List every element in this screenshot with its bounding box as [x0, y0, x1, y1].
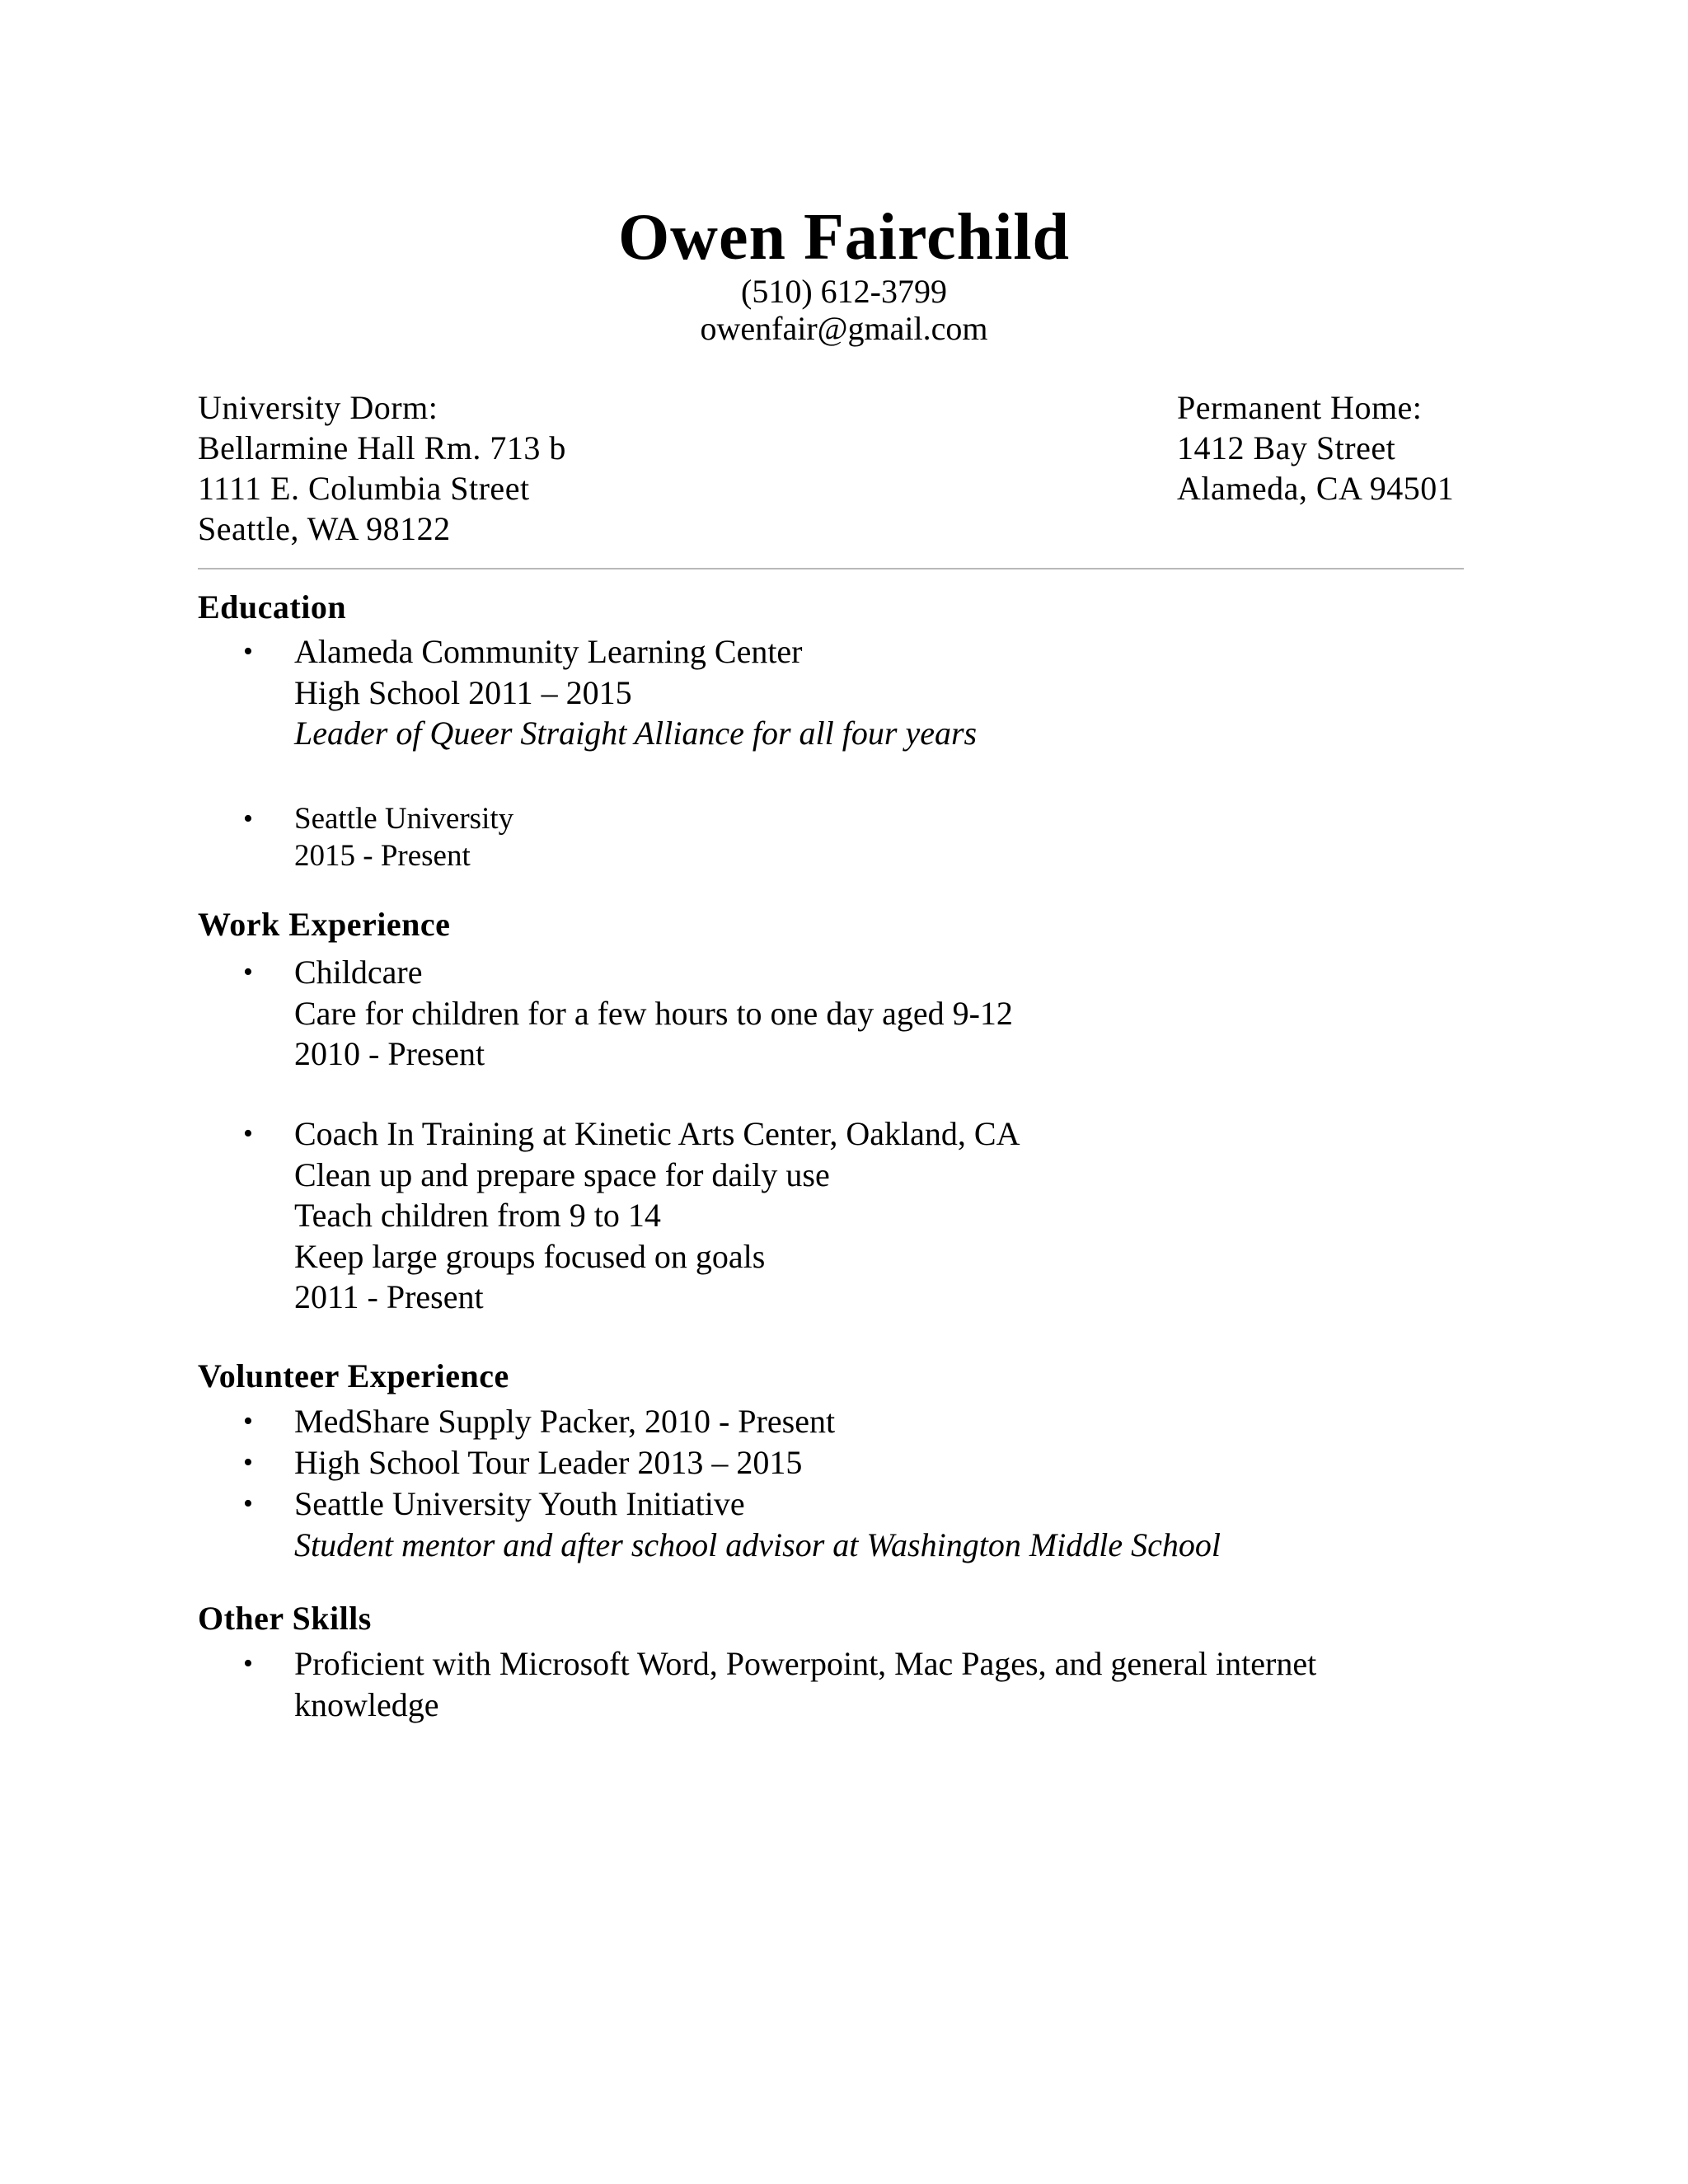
- dorm-address-line: Bellarmine Hall Rm. 713 b: [198, 429, 566, 466]
- dorm-address-line: Seattle, WA 98122: [198, 510, 451, 547]
- list-item: [198, 952, 1484, 1075]
- job-detail: Keep large groups focused on goals: [294, 1237, 766, 1275]
- bullet-icon: •: [243, 1488, 253, 1519]
- list-item: [198, 631, 1484, 754]
- dorm-address: [198, 387, 566, 549]
- school-name: Seattle University: [294, 802, 514, 836]
- email-address: owenfair@gmail.com: [700, 310, 988, 347]
- bullet-icon: •: [243, 636, 253, 667]
- skill-description: Proficient with Microsoft Word, Powerpoint, Mac Pages, and general internet knowledge: [294, 1645, 1317, 1723]
- volunteer-role: MedShare Supply Packer, 2010 - Present: [294, 1403, 836, 1440]
- phone-number: (510) 612-3799: [741, 273, 947, 310]
- school-detail: High School 2011 – 2015: [294, 673, 632, 711]
- bullet-icon: •: [243, 1118, 253, 1149]
- volunteer-note: Student mentor and after school advisor at Washington Middle School: [294, 1526, 1221, 1563]
- list-item: [198, 1483, 1484, 1565]
- school-name: Alameda Community Learning Center: [294, 633, 803, 670]
- bullet-icon: •: [243, 1447, 253, 1478]
- job-detail: Care for children for a few hours to one day aged 9-12: [294, 994, 1013, 1032]
- home-address: [1177, 387, 1454, 509]
- job-title: Coach In Training at Kinetic Arts Center, Oakland, CA: [294, 1115, 1020, 1152]
- list-item: [198, 1643, 1484, 1725]
- job-dates: 2011 - Present: [294, 1278, 484, 1315]
- applicant-name: Owen Fairchild: [617, 201, 1071, 274]
- volunteer-role: High School Tour Leader 2013 – 2015: [294, 1444, 803, 1481]
- education-heading: Education: [198, 588, 347, 626]
- job-title: Childcare: [294, 954, 423, 991]
- job-detail: Teach children from 9 to 14: [294, 1197, 661, 1234]
- bullet-icon: •: [243, 1648, 253, 1679]
- other-skills-heading: Other Skills: [198, 1600, 372, 1637]
- bullet-icon: •: [243, 1406, 253, 1436]
- job-detail: Clean up and prepare space for daily use: [294, 1155, 830, 1193]
- volunteer-experience-heading: Volunteer Experience: [198, 1357, 509, 1394]
- list-item: [198, 800, 1484, 874]
- home-address-label: Permanent Home:: [1177, 389, 1423, 426]
- dorm-address-line: 1111 E. Columbia Street: [198, 470, 530, 507]
- volunteer-role: Seattle University Youth Initiative: [294, 1485, 745, 1522]
- home-address-line: Alameda, CA 94501: [1177, 470, 1455, 507]
- job-dates: 2010 - Present: [294, 1035, 485, 1072]
- list-item: [198, 1113, 1484, 1318]
- dorm-address-label: University Dorm:: [198, 389, 438, 426]
- list-item: [198, 1401, 1484, 1442]
- work-experience-heading: Work Experience: [198, 906, 451, 943]
- school-note: Leader of Queer Straight Alliance for all four years: [294, 715, 978, 752]
- home-address-line: 1412 Bay Street: [1177, 429, 1396, 466]
- bullet-icon: •: [243, 957, 253, 987]
- divider-line: [198, 568, 1464, 569]
- list-item: [198, 1442, 1484, 1483]
- school-detail: 2015 - Present: [294, 839, 471, 873]
- bullet-icon: •: [243, 804, 253, 834]
